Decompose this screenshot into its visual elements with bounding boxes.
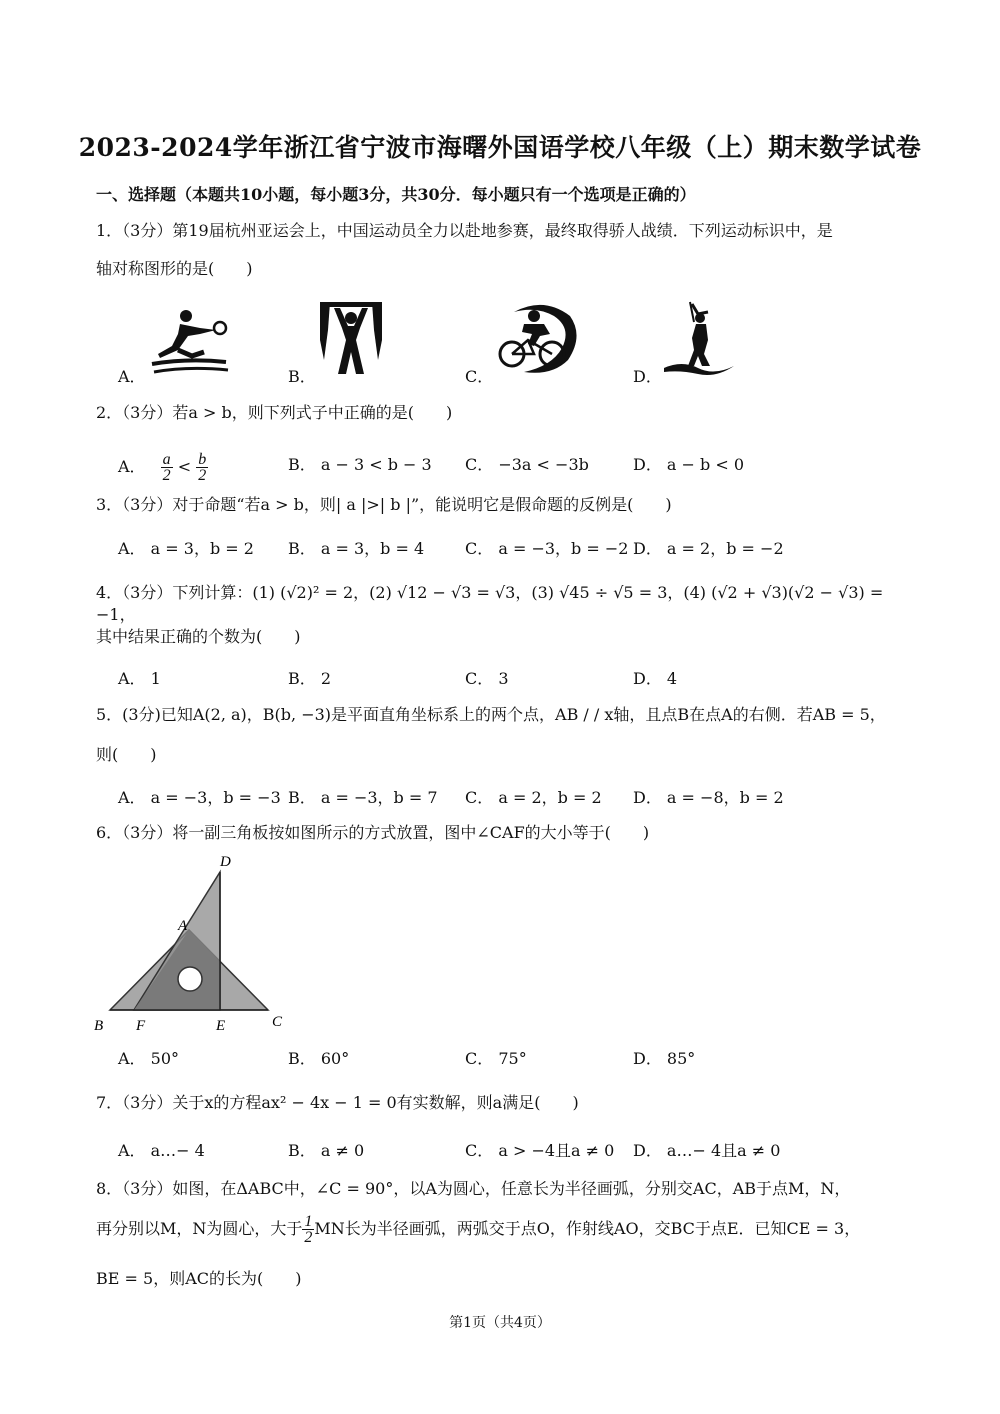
q5-option-b: B． a = −3，b = 7 bbox=[288, 788, 438, 807]
question-4-options bbox=[118, 666, 918, 690]
fraction-b-2: $\frac{b}{2}$ bbox=[198, 451, 207, 484]
q7-option-a: A． a…− 4 bbox=[118, 1141, 205, 1160]
q6-option-d: D． 85° bbox=[633, 1049, 696, 1068]
question-1-line1: 1．（3分）第19届杭州亚运会上，中国运动员全力以赴地参赛，最终取得骄人战绩．下列运动标识中，是 bbox=[96, 221, 833, 240]
q8-line2-part1: 再分别以M，N为圆心，大于 bbox=[96, 1219, 303, 1238]
triangle-set-square-figure bbox=[90, 848, 300, 1038]
question-5-options bbox=[118, 785, 918, 809]
question-8-line2 bbox=[96, 1212, 926, 1246]
less-than: < bbox=[177, 457, 192, 476]
q6-option-c: C． 75° bbox=[465, 1049, 527, 1068]
question-6-options bbox=[118, 1046, 918, 1070]
q4-option-c: C． 3 bbox=[465, 669, 509, 688]
question-3-options bbox=[118, 536, 918, 560]
fraction-one-half: $\frac{1}{2}$ bbox=[304, 1213, 313, 1246]
fraction-a-2: $\frac{a}{2}$ bbox=[162, 451, 171, 484]
q1-option-c-label: C． bbox=[465, 367, 494, 386]
page-footer: 第1页（共4页） bbox=[449, 1315, 551, 1331]
q5-option-c: C． a = 2，b = 2 bbox=[465, 788, 602, 807]
question-4-line2: 其中结果正确的个数为( ) bbox=[96, 627, 301, 646]
q6-option-b: B． 60° bbox=[288, 1049, 350, 1068]
cycling-icon bbox=[494, 302, 580, 378]
q4-option-d: D． 4 bbox=[633, 669, 678, 688]
point-label-c: C bbox=[272, 1014, 283, 1030]
point-label-a: A bbox=[178, 918, 188, 934]
point-label-d: D bbox=[220, 854, 231, 870]
q3-option-a: A． a = 3，b = 2 bbox=[118, 539, 254, 558]
q5-option-a: A． a = −3，b = −3 bbox=[118, 788, 281, 807]
question-4-line1: 4．（3分）下列计算：(1) (√2)² = 2，(2) √12 − √3 = √3，(3) √45 ÷ √5 = 3，(4) (√2 + √3)(√2 − √3) = −1， bbox=[96, 583, 884, 624]
section-heading: 一、选择题（本题共10小题，每小题3分，共30分．每小题只有一个选项是正确的） bbox=[96, 185, 696, 204]
question-5-line2: 则( ) bbox=[96, 745, 157, 764]
volleyball-icon bbox=[148, 306, 232, 378]
q6-option-a: A． 50° bbox=[118, 1049, 180, 1068]
question-8-line1: 8．（3分）如图，在ΔABC中，∠C = 90°，以A为圆心，任意长为半径画弧，分别交AC，AB于点M，N， bbox=[96, 1179, 851, 1198]
question-1-line2: 轴对称图形的是( ) bbox=[96, 259, 253, 278]
q2-option-c: C． −3a < −3b bbox=[465, 455, 589, 474]
q4-option-a: A． 1 bbox=[118, 669, 161, 688]
question-6-text: 6．（3分）将一副三角板按如图所示的方式放置，图中∠CAF的大小等于( ) bbox=[96, 823, 650, 842]
q7-option-b: B． a ≠ 0 bbox=[288, 1141, 365, 1160]
q1-option-a-label: A． bbox=[118, 367, 146, 386]
question-7-options bbox=[118, 1138, 918, 1162]
question-8-line3: BE = 5，则AC的长为( ) bbox=[96, 1269, 302, 1288]
weightlifting-icon bbox=[316, 300, 386, 380]
q2-option-a-label: A． bbox=[118, 457, 146, 476]
q5-option-d: D． a = −8，b = 2 bbox=[633, 788, 784, 807]
question-5-line1: 5．(3分)已知A(2, a)，B(b, −3)是平面直角坐标系上的两个点，AB / / x轴，且点B在点A的右侧．若AB = 5， bbox=[96, 705, 886, 724]
point-label-f: F bbox=[136, 1018, 146, 1034]
q3-option-d: D． a = 2，b = −2 bbox=[633, 539, 784, 558]
q3-option-c: C． a = −3，b = −2 bbox=[465, 539, 629, 558]
question-2-options bbox=[118, 446, 918, 482]
q3-option-b: B． a = 3，b = 4 bbox=[288, 539, 425, 558]
q4-option-b: B． 2 bbox=[288, 669, 332, 688]
point-label-b: B bbox=[94, 1018, 104, 1034]
q2-option-d: D． a − b < 0 bbox=[633, 455, 745, 474]
golf-icon bbox=[662, 300, 736, 378]
question-2-text: 2．（3分）若a > b，则下列式子中正确的是( ) bbox=[96, 403, 453, 422]
q1-option-d-label: D． bbox=[633, 367, 662, 386]
q7-option-d: D． a…− 4且a ≠ 0 bbox=[633, 1141, 781, 1160]
point-label-e: E bbox=[216, 1018, 226, 1034]
q8-line2-part2: MN长为半径画弧，两弧交于点O，作射线AO，交BC于点E．已知CE = 3， bbox=[314, 1219, 861, 1238]
question-3-text: 3．（3分）对于命题“若a > b，则| a |>| b |”，能说明它是假命题的反例是( ) bbox=[96, 495, 672, 514]
question-7-text: 7．（3分）关于x的方程ax² − 4x − 1 = 0有实数解，则a满足( ) bbox=[96, 1093, 579, 1112]
q7-option-c: C． a > −4且a ≠ 0 bbox=[465, 1141, 615, 1160]
q2-option-b: B． a − 3 < b − 3 bbox=[288, 455, 432, 474]
page-title: 2023-2024学年浙江省宁波市海曙外国语学校八年级（上）期末数学试卷 bbox=[78, 133, 922, 162]
q1-option-b-label: B． bbox=[288, 367, 316, 386]
